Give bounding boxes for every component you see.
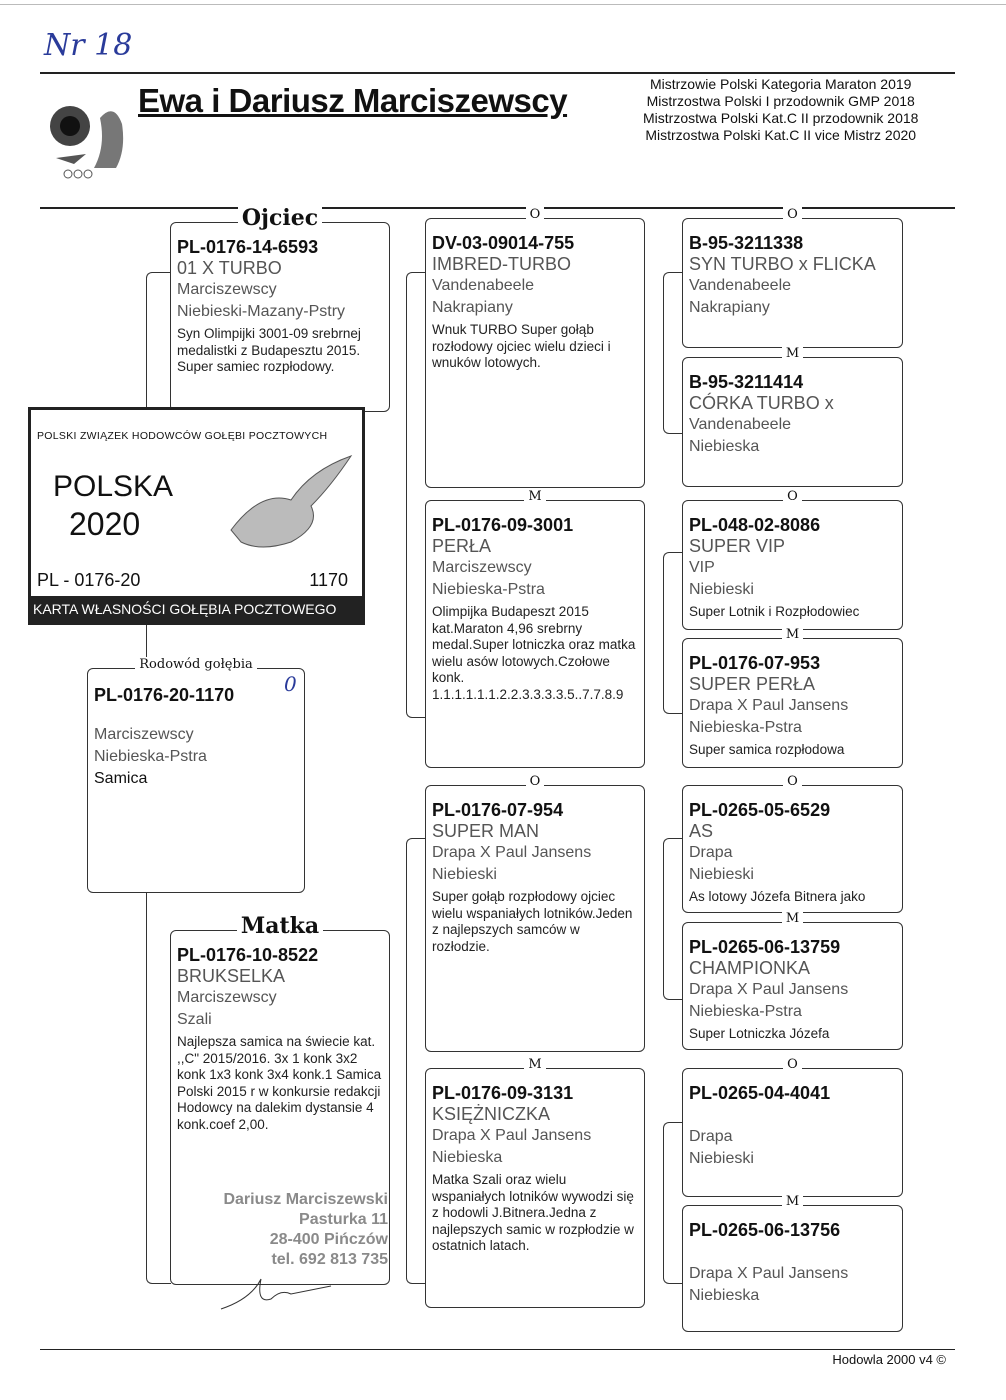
stamp-city: 28-400 Pińczów xyxy=(269,1231,388,1248)
connector-ff xyxy=(663,272,683,434)
box-label xyxy=(683,207,902,222)
bird-name: AS xyxy=(689,821,714,841)
bird-note: Super gołąb rozpłodowy ojciec wielu wspaniałych lotników.Jeden z najlepszych samców w rozłodzie. xyxy=(432,889,633,954)
box-label xyxy=(426,489,644,504)
bird-color: Niebieski xyxy=(689,866,754,883)
pedigree-box-mf xyxy=(425,774,645,1052)
pedigree-box-fm xyxy=(425,489,645,768)
handwritten-note: Nr 18 xyxy=(44,28,133,63)
bird-note: Matka Szali oraz wielu wspaniałych lotników wywodzi się z hodowli J.Bitnera.Jedna z najlepszych samic w rozpłodzie w ostatnich latach. xyxy=(432,1172,634,1253)
header-top-rule xyxy=(40,72,955,74)
pedigree-box-subject xyxy=(87,657,305,893)
bird-name: SUPER VIP xyxy=(689,536,786,556)
pedigree-box-ffm xyxy=(682,346,903,487)
box-label-text: M xyxy=(782,1194,803,1209)
footer-rule xyxy=(40,1349,955,1350)
ring-number: PL-0265-06-13759 xyxy=(689,937,841,957)
achievement: Mistrzostwa Polski Kat.C II przodownik 2018 xyxy=(643,110,919,126)
connector-mother xyxy=(406,838,426,1284)
card-footer: KARTA WŁASNOŚCI GOŁĘBIA POCZTOWEGO xyxy=(31,596,362,622)
card-year: 2020 xyxy=(69,506,141,542)
bird-breeder: Drapa xyxy=(689,844,733,861)
box-label xyxy=(683,911,902,926)
bird-color: Niebieska xyxy=(689,1287,760,1304)
box-label-text: M xyxy=(524,1057,545,1072)
box-label xyxy=(88,657,304,672)
box-label xyxy=(426,1057,644,1072)
bird-name: 01 X TURBO xyxy=(177,258,282,278)
ring-number: PL-0265-04-4041 xyxy=(689,1083,831,1103)
box-label xyxy=(171,913,389,939)
bird-breeder: Marciszewscy xyxy=(177,281,277,298)
bird-name: PERŁA xyxy=(432,536,492,556)
connector-mf xyxy=(663,838,683,1000)
box-label xyxy=(683,489,902,504)
card-org: POLSKI ZWIĄZEK HODOWCÓW GOŁĘBI POCZTOWYCH xyxy=(37,430,328,442)
breeder-stamp xyxy=(176,1190,388,1300)
achievement: Mistrzowie Polski Kategoria Maraton 2019 xyxy=(649,76,912,92)
box-label-text: O xyxy=(783,207,802,222)
bird-breeder: Drapa X Paul Jansens xyxy=(689,697,849,714)
signature-icon xyxy=(216,1274,336,1314)
bird-note: Super Lotnik i Rozpłodowiec xyxy=(689,604,860,619)
bird-note: Samica xyxy=(94,770,148,787)
box-label-text: M xyxy=(782,911,803,926)
pedigree-box-mm xyxy=(425,1057,645,1308)
bird-color: Niebieska xyxy=(432,1149,503,1166)
bird-note: Wnuk TURBO Super gołąb rozłodowy ojciec wielu dzieci i wnuków lotowych. xyxy=(432,322,611,370)
bird-color: Nakrapiany xyxy=(432,299,513,316)
bird-breeder: Vandenabeele xyxy=(689,416,792,433)
ring-number: PL-0176-10-8522 xyxy=(177,945,319,965)
bird-name: CÓRKA TURBO x xyxy=(689,393,834,413)
box-label-text: M xyxy=(782,346,803,361)
connector-fm xyxy=(663,552,683,714)
box-label xyxy=(683,346,902,361)
box-label xyxy=(683,627,902,642)
bird-color: Niebieska xyxy=(689,438,760,455)
box-label-text: O xyxy=(526,774,545,789)
bird-breeder: Drapa X Paul Jansens xyxy=(432,1127,592,1144)
ring-number: PL-048-02-8086 xyxy=(689,515,821,535)
bird-name: KSIĘŻNICZKA xyxy=(432,1104,551,1124)
bird-name: IMBRED-TURBO xyxy=(432,254,571,274)
box-label xyxy=(683,774,902,789)
bird-breeder: Drapa X Paul Jansens xyxy=(689,1265,849,1282)
bird-color: Niebieska-Pstra xyxy=(94,748,207,765)
bird-breeder: Drapa X Paul Jansens xyxy=(689,981,849,998)
card-number: 1170 xyxy=(309,570,348,590)
ring-number: PL-0176-07-953 xyxy=(689,653,821,673)
bird-color: Niebieska-Pstra xyxy=(689,719,802,736)
pedigree-box-fmm xyxy=(682,627,903,768)
box-label xyxy=(171,205,389,231)
bird-note: Syn Olimpijki 3001-09 srebrnej medalistki z Budapesztu 2015. Super samiec rozpłodowy. xyxy=(177,326,361,374)
pedigree-box-father xyxy=(170,205,390,412)
bird-note: Najlepsza samica na świecie kat. ,,C" 2015/2016. 3x 1 konk 3x2 konk 1x3 konk 3x4 konk.1 Samica Polski 2015 r w konkursie redakcji Hodowcy na dalekim dystansie 4 konk.coef 2,00. xyxy=(177,1034,382,1132)
box-label-text: O xyxy=(783,774,802,789)
ring-number: PL-0176-09-3131 xyxy=(432,1083,574,1103)
software-credit: Hodowla 2000 v4 © xyxy=(832,1352,946,1367)
box-label-text: O xyxy=(526,207,545,222)
scan-edge xyxy=(0,4,1006,5)
pedigree-box-ff xyxy=(425,207,645,488)
pigeon-illustration-icon xyxy=(221,450,361,560)
bird-breeder: Marciszewscy xyxy=(94,726,194,743)
bird-note: Super Lotniczka Józefa xyxy=(689,1026,830,1041)
bird-note: Super samica rozpłodowa xyxy=(689,742,845,757)
ring-number: PL-0265-05-6529 xyxy=(689,800,831,820)
bird-name: CHAMPIONKA xyxy=(689,958,811,978)
bird-breeder: Vandenabeele xyxy=(689,277,792,294)
bird-color: Niebieski-Mazany-Pstry xyxy=(177,303,346,320)
box-label-text: M xyxy=(782,627,803,642)
pedigree-box-mmm xyxy=(682,1194,903,1332)
bird-name xyxy=(689,1241,896,1263)
box-label-text: Matka xyxy=(237,913,323,939)
bird-color: Niebieski xyxy=(689,1150,754,1167)
ring-number: PL-0176-20-1170 xyxy=(94,685,235,705)
bird-breeder: VIP xyxy=(689,559,715,576)
bird-color: Niebieska-Pstra xyxy=(689,1003,802,1020)
ring-number: PL-0176-09-3001 xyxy=(432,515,574,535)
ring-number: PL-0176-14-6593 xyxy=(177,237,319,257)
bird-name xyxy=(689,1104,896,1126)
box-label-text: M xyxy=(524,489,545,504)
stamp-name: Dariusz Marciszewski xyxy=(223,1191,388,1208)
bird-color: Niebieski xyxy=(432,866,497,883)
bird-name: SYN TURBO x FLICKA xyxy=(689,254,876,274)
box-label-text: Ojciec xyxy=(238,205,322,231)
bird-note: Olimpijka Budapeszt 2015 kat.Maraton 4,96 srebrny medal.Super lotniczka oraz matka wielu asów lotowych.Czołowe konk. 1.1.1.1.1.1.2.2.3.3.3.3.5..7.7.8.9 xyxy=(432,604,636,702)
ring-number: PL-0176-07-954 xyxy=(432,800,564,820)
bird-name: BRUKSELKA xyxy=(177,966,286,986)
bird-name: SUPER PERŁA xyxy=(689,674,816,694)
bird-color: Szali xyxy=(177,1011,212,1028)
ownership-card xyxy=(28,407,365,625)
pedigree-box-fmf xyxy=(682,489,903,630)
bird-color: Niebieska-Pstra xyxy=(432,581,545,598)
ring-number: PL-0265-06-13756 xyxy=(689,1220,841,1240)
box-label xyxy=(683,1057,902,1072)
breeder-title: Ewa i Dariusz Marciszewscy xyxy=(138,82,568,119)
box-label xyxy=(683,1194,902,1209)
bird-breeder: Drapa xyxy=(689,1128,733,1145)
bird-note: As lotowy Józefa Bitnera jako xyxy=(689,889,866,904)
ring-number: B-95-3211414 xyxy=(689,372,804,392)
achievement: Mistrzostwa Polski I przodownik GMP 2018 xyxy=(646,93,915,109)
bird-color: Niebieski xyxy=(689,581,754,598)
box-label-text: Rodowód gołębia xyxy=(135,657,256,672)
achievements-list xyxy=(643,76,918,144)
connector-father xyxy=(406,272,426,718)
stamp-street: Pasturka 11 xyxy=(299,1211,388,1228)
card-ring: PL - 0176-20 xyxy=(37,570,141,590)
bird-name xyxy=(94,706,298,724)
box-label-text: O xyxy=(783,489,802,504)
bird-breeder: Marciszewscy xyxy=(177,989,277,1006)
connector-mm xyxy=(663,1122,683,1284)
achievement: Mistrzostwa Polski Kat.C II vice Mistrz 2020 xyxy=(645,127,917,143)
handwritten-mark: 0 xyxy=(284,672,297,696)
bird-breeder: Vandenabeele xyxy=(432,277,535,294)
bird-color: Nakrapiany xyxy=(689,299,770,316)
pedigree-box-fff xyxy=(682,207,903,348)
box-label xyxy=(426,774,644,789)
bird-breeder: Drapa X Paul Jansens xyxy=(432,844,592,861)
pedigree-box-mfm xyxy=(682,911,903,1050)
pigeon-logo-icon xyxy=(48,98,134,180)
box-label xyxy=(426,207,644,222)
stamp-phone: tel. 692 813 735 xyxy=(271,1251,388,1268)
pedigree-box-mmf xyxy=(682,1057,903,1197)
box-label-text: O xyxy=(783,1057,802,1072)
bird-name: SUPER MAN xyxy=(432,821,540,841)
bird-breeder: Marciszewscy xyxy=(432,559,532,576)
pedigree-box-mff xyxy=(682,774,903,913)
ring-number: DV-03-09014-755 xyxy=(432,233,575,253)
card-country: POLSKA xyxy=(53,470,174,503)
ring-number: B-95-3211338 xyxy=(689,233,804,253)
